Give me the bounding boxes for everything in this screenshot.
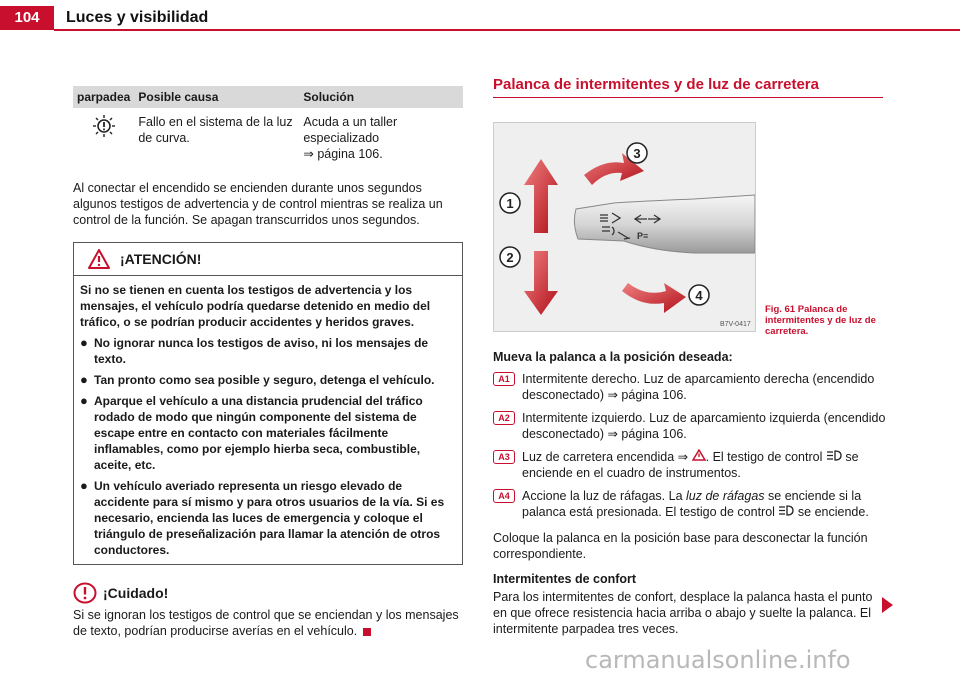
warning-item-text: Tan pronto como sea posible y seguro, detenga el vehículo.	[94, 373, 435, 387]
curve-light-warning-icon	[91, 114, 117, 138]
step-item	[493, 410, 887, 442]
caution-header	[73, 581, 463, 605]
warning-body	[74, 276, 462, 564]
step-text-mid: se enciende si la palanca está presionada. El testigo de control	[522, 489, 862, 519]
warning-title: ¡ATENCIÓN!	[120, 251, 202, 267]
step-text-italic: luz de ráfagas	[686, 489, 765, 503]
warning-triangle-icon	[88, 249, 110, 269]
page-number: 104	[0, 6, 54, 30]
warning-item	[80, 393, 458, 473]
figure-code: B7V-0417	[720, 321, 751, 328]
warning-triangle-icon	[692, 449, 706, 461]
end-marker-icon	[363, 628, 371, 636]
callout-2	[500, 247, 520, 267]
step-text-pre: Luz de carretera encendida ⇒	[522, 450, 689, 464]
warning-item-text: Aparque el vehículo a una distancia prudencial del tráfico rodado de modo que ningún componente del sistema de escape entre en contacto con materiales fácilmente inflamables, como por ejemplo hierba seca, combustible, aceite, etc.	[94, 394, 423, 472]
table-header-row	[73, 86, 463, 108]
fault-table	[73, 86, 463, 166]
step-number-badge: A3	[493, 450, 515, 464]
table-row	[73, 108, 463, 166]
callout-3	[627, 143, 647, 163]
warning-item	[80, 372, 458, 388]
page-ref-arrow: ⇒	[303, 147, 314, 161]
comfort-title: Intermitentes de confort	[493, 572, 637, 586]
step-number-badge: A1	[493, 372, 515, 386]
caution-text: Si se ignoran los testigos de control que se enciendan y los mensajes de texto, podrían producirse averías en el vehículo.	[73, 608, 459, 638]
figure-frame	[493, 122, 756, 332]
after-steps-paragraph: Coloque la palanca en la posición base para desconectar la función correspondiente.	[493, 531, 868, 561]
step-text-post: . El testigo de control	[705, 450, 823, 464]
watermark: carmanualsonline.info	[585, 646, 851, 674]
left-column	[73, 86, 463, 639]
high-beam-icon	[778, 505, 794, 516]
step-item	[493, 371, 887, 403]
step-number-badge: A4	[493, 489, 515, 503]
figure	[493, 122, 887, 337]
warning-header	[74, 243, 462, 276]
page-header	[0, 0, 960, 30]
table-header-cause: Posible causa	[134, 86, 299, 108]
caution-exclamation-icon	[73, 582, 97, 604]
caution-paragraph	[73, 607, 463, 639]
step-text-tail: se enciende en el cuadro de instrumentos.	[522, 450, 859, 480]
step-text	[522, 488, 887, 520]
page-title: Luces y visibilidad	[66, 9, 209, 26]
svg-text:4: 4	[695, 288, 703, 303]
step-text: Intermitente izquierdo. Luz de aparcamiento izquierda (encendido desconectado) ⇒ página 106.	[522, 411, 886, 441]
warning-item-text: Un vehículo averiado representa un riesgo elevado de accidente para sí mismo y para otros usuarios de la vía. Si es necesario, encienda las luces de emergencia y coloque el triángulo de preseñalización para llamar la atención de otros conductores.	[94, 479, 445, 557]
caution-title: ¡Cuidado!	[103, 585, 169, 601]
figure-caption: Fig. 61 Palanca de intermitentes y de luz de carretera.	[765, 304, 876, 337]
table-header-symbol: parpadea	[73, 86, 134, 108]
svg-text:1: 1	[506, 196, 514, 211]
table-cell-cause: Fallo en el sistema de la luz de curva.	[138, 115, 293, 145]
svg-text:2: 2	[506, 250, 514, 265]
callout-1	[500, 193, 520, 213]
instruction-title: Mueva la palanca a la posición deseada:	[493, 350, 733, 364]
step-text-pre: Accione la luz de ráfagas. La	[522, 489, 683, 503]
lever-illustration	[494, 123, 755, 331]
svg-text:P≡: P≡	[637, 231, 649, 241]
bullet: ●	[80, 478, 88, 493]
step-text-tail: se enciende.	[797, 505, 869, 519]
bullet: ●	[80, 335, 88, 350]
warning-lead: Si no se tienen en cuenta los testigos de advertencia y los mensajes, el vehículo podría quedarse detenido en medio del tráfico, o se podrían producir accidentes y heridos graves.	[80, 283, 431, 329]
warning-item	[80, 335, 458, 367]
table-header-solution: Solución	[299, 86, 463, 108]
table-cell-solution	[299, 108, 463, 166]
svg-text:3: 3	[633, 146, 641, 161]
bullet: ●	[80, 393, 88, 408]
header-rule	[54, 29, 960, 31]
page-ref-link[interactable]: página 106.	[317, 147, 383, 161]
step-item	[493, 488, 887, 520]
next-page-arrow-icon[interactable]	[882, 597, 893, 613]
intro-paragraph: Al conectar el encendido se encienden durante unos segundos algunos testigos de advertencia y de control mientras se realiza un control de la función. Se apagan transcurridos unos segundos.	[73, 181, 443, 227]
step-text: Intermitente derecho. Luz de aparcamiento derecha (encendido desconectado) ⇒ página 106.	[522, 372, 875, 402]
step-number-badge: A2	[493, 411, 515, 425]
solution-text: Acuda a un taller especializado	[303, 115, 398, 145]
bullet: ●	[80, 372, 88, 387]
right-column	[493, 76, 887, 637]
warning-item-text: No ignorar nunca los testigos de aviso, ni los mensajes de texto.	[94, 336, 429, 366]
high-beam-icon	[826, 450, 842, 461]
step-text	[522, 449, 887, 481]
step-item	[493, 449, 887, 481]
section-title: Palanca de intermitentes y de luz de carretera	[493, 76, 883, 98]
table-cell-symbol	[73, 108, 134, 166]
comfort-paragraph: Para los intermitentes de confort, desplace la palanca hasta el punto en que ofrece resistencia hacia arriba o abajo y suelte la palanca. El intermitente parpadea tres veces.	[493, 590, 873, 636]
warning-box	[73, 242, 463, 565]
warning-item	[80, 478, 458, 558]
callout-4	[689, 285, 709, 305]
